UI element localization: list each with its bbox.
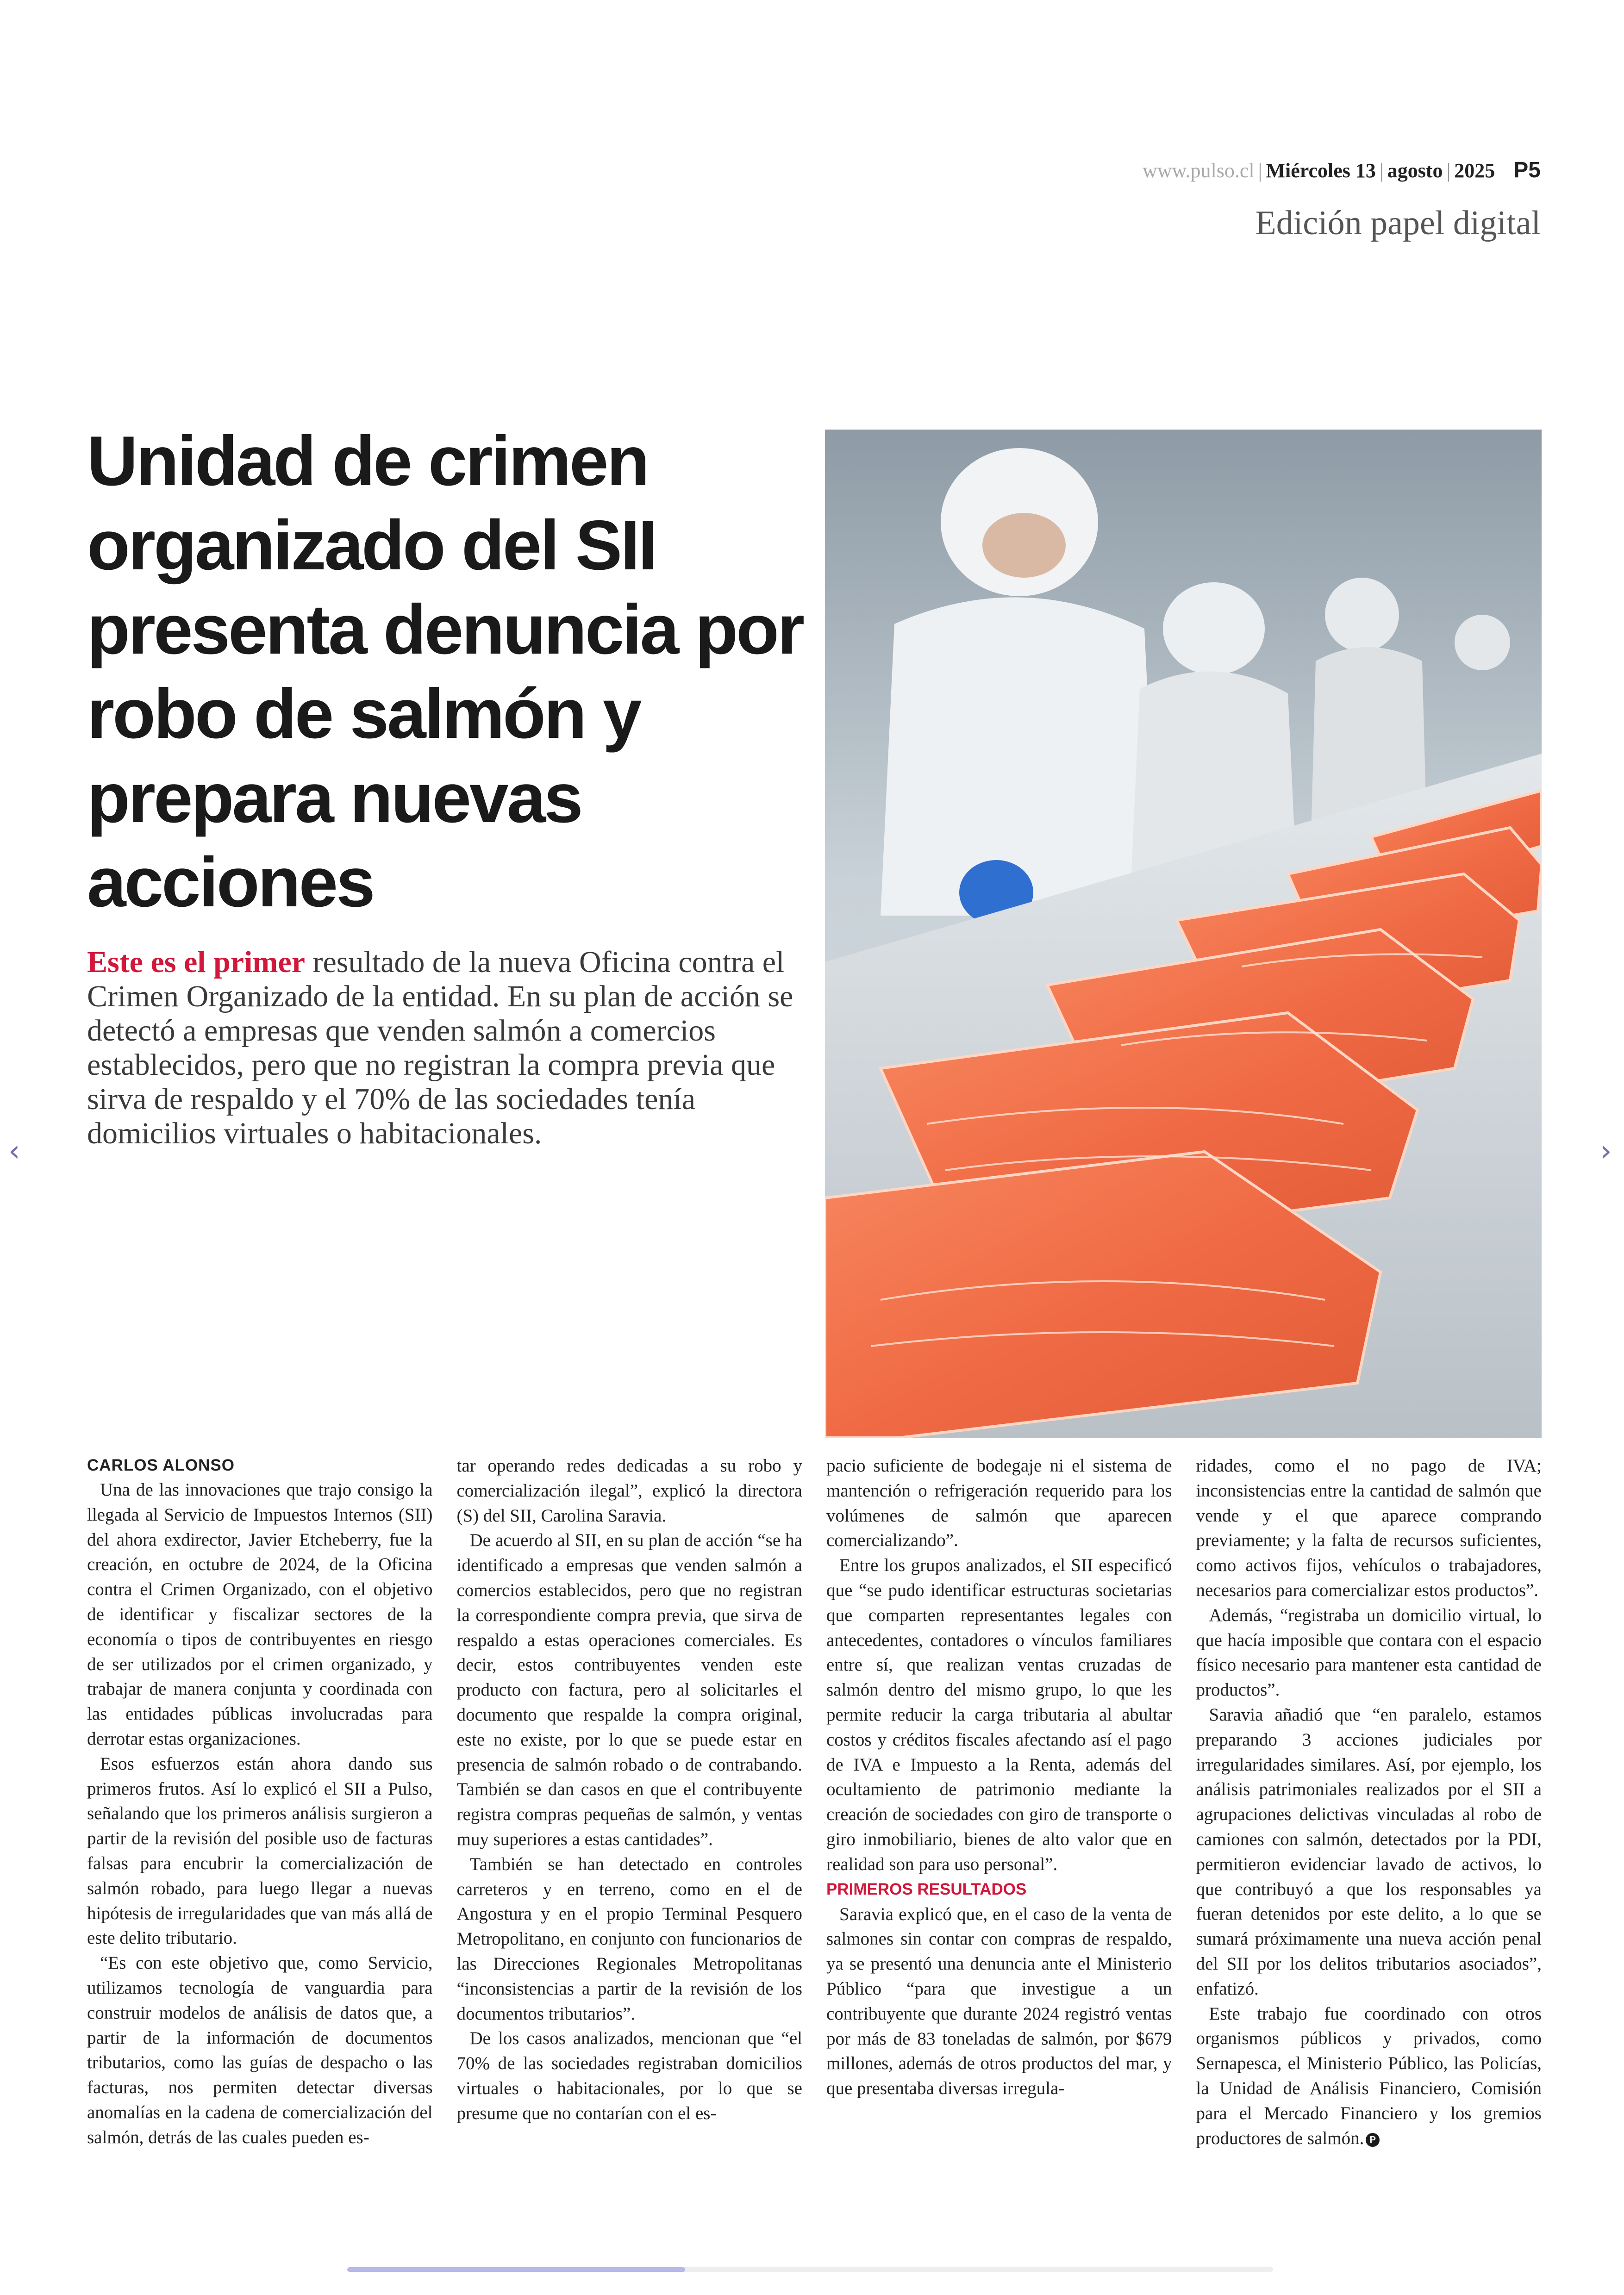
article-column-1 xyxy=(87,1453,433,2147)
paragraph: Además, “registraba un domicilio virtual, lo que hacía imposible que contara con el espacio físico necesario para mantener esta cantidad de productos”. xyxy=(1196,1605,1542,1700)
paragraph-text: Este trabajo fue coordinado con otros organismos públicos y privados, como Sernapesca, el Ministerio Público, las Policías, la Unidad de Análisis Financiero, Comisión para el Mercado Financiero y los gremios productores de salmón. xyxy=(1196,2003,1542,2148)
paragraph: tar operando redes dedicadas a su robo y comercialización ilegal”, explicó la directora (S) del SII, Carolina Saravia. xyxy=(456,1456,802,1526)
page-number: P5 xyxy=(1513,158,1541,182)
paragraph: Entre los grupos analizados, el SII especificó que “se pudo identificar estructuras societarias que comparten representantes legales con antecedentes, contadores o vínculos familiares entre sí, que realizan ventas cruzadas de salmón dentro del mismo grupo, lo que les permite reducir la carga tributaria al abultar costos y créditos fiscales afectando así el pago de IVA e Impuesto a la Renta, además del ocultamiento de patrimonio mediante la creación de sociedades con giro de transporte o giro inmobiliario, bienes de alto valor que en realidad son para uso personal”. xyxy=(826,1555,1172,1874)
issue-day: Miércoles 13 xyxy=(1266,159,1376,182)
article-column-4 xyxy=(1196,1453,1542,2148)
horizontal-scrollbar[interactable] xyxy=(347,2267,1273,2272)
paragraph: De los casos analizados, mencionan que “el 70% de las sociedades registraban domicilios virtuales o habitacionales, por lo que se presume que no contarían con el es- xyxy=(456,2028,802,2123)
paragraph: ridades, como el no pago de IVA; inconsistencias entre la cantidad de salmón que vende y el que aparece comprando previamente; y la falta de recursos suficientes, como activos fijos, vehículos o trabajadores, necesarios para comercializar estos productos”. xyxy=(1196,1456,1542,1600)
issue-year: 2025 xyxy=(1454,159,1495,182)
paragraph: Una de las innovaciones que trajo consigo la llegada al Servicio de Impuestos Internos (SII) del ahora exdirector, Javier Etcheberry, fue la creación, en octubre de 2024, de la Oficina contra el Crimen Organizado, con el objetivo de identificar y fiscalizar sectores de la economía o tipos de contribuyentes en riesgo de ser utilizados por el crimen organizado, y trabajar de manera conjunta y coordinada con las entidades públicas involucradas para derrotar estas organizaciones. xyxy=(87,1480,433,1749)
paragraph: También se han detectado en controles carreteros y en terreno, como en el de Angostura y en el propio Terminal Pesquero Metropolitano, en conjunto con funcionarios de las Direcciones Regionales Metropolitanas “inconsistencias a partir de la revisión de los documentos tributarios”. xyxy=(456,1854,802,2024)
paragraph: Saravia añadió que “en paralelo, estamos preparando 3 acciones judiciales por irregularidades similares. Así, por ejemplo, los análisis patrimoniales realizados por el SII a agrupaciones delictivas vinculadas al robo de camiones con salmón, detectados por la PDI, permitieron evidenciar lavado de activos, lo que contribuyó a que los responsables ya fueran detenidos por este delito, a lo que se sumará próximamente una nueva acción penal del SII por los delitos tributarios asociados”, enfatizó. xyxy=(1196,1704,1542,1999)
end-of-article-icon: P xyxy=(1366,2133,1380,2147)
paragraph: Esos esfuerzos están ahora dando sus primeros frutos. Así lo explicó el SII a Pulso, señalando que los primeros análisis surgieron a partir de la revisión del posible uso de facturas falsas para encubrir la comercialización de salmón robado, para luego llegar a nuevas hipótesis de irregularidades que van más allá de este delito tributario. xyxy=(87,1753,433,1948)
article-column-3 xyxy=(826,1453,1172,2139)
issue-month: agosto xyxy=(1387,159,1443,182)
paragraph: pacio suficiente de bodegaje ni el sistema de mantención o refrigeración requerido para los volúmenes de salmón que aparecen comercializando”. xyxy=(826,1456,1172,1551)
salmon-processing-photo xyxy=(825,430,1542,1438)
article-headline: Unidad de crimen organizado del SII presenta denuncia por robo de salmón y prepara nuevas acciones xyxy=(87,422,803,922)
lead-text: resultado de la nueva Oficina contra el Crimen Organizado de la entidad. En su plan de acción se detectó a empresas que venden salmón a comercios establecidos, pero que no registran la compra previa que sirva de respaldo y el 70% de las sociedades tenía domicilios virtuales o habitacionales. xyxy=(87,945,793,1150)
site-url: www.pulso.cl xyxy=(1143,159,1255,182)
article-body xyxy=(87,1453,1542,2148)
section-subhead: PRIMEROS RESULTADOS xyxy=(826,1880,1027,1898)
scrollbar-thumb[interactable] xyxy=(347,2267,685,2272)
article-column-2 xyxy=(457,1453,803,2139)
lead-kicker: Este es el primer xyxy=(87,945,305,979)
paragraph: Saravia explicó que, en el caso de la venta de salmones sin contar con compras de respaldo, ya se presentó una denuncia ante el Ministerio Público “para que investigue a un contribuyente que durante 2024 registró ventas por más de 83 toneladas de salmón, por $679 millones, además de otros productos del mar, y que presentaba diversas irregula- xyxy=(826,1904,1172,2099)
paragraph xyxy=(1196,2002,1542,2151)
masthead: www.pulso.cl | Miércoles 13 | agosto | 2025 P5 xyxy=(1143,158,1541,182)
edition-label: Edición papel digital xyxy=(1255,204,1541,242)
paragraph: De acuerdo al SII, en su plan de acción “se ha identificado a empresas que venden salmón a comercios establecidos, pero que no registran la correspondiente compra previa, que sirva de respaldo a estas operaciones comerciales. Es decir, estos contribuyentes venden este producto con factura, pero al solicitarles el documento que respalde la compra original, este no existe, por lo que se puede estar en presencia de salmón robado o de contrabando. También se dan casos en que el contribuyente registra compras pequeñas de salmón, y ventas muy superiores a estas cantidades”. xyxy=(456,1530,802,1849)
previous-page-arrow-icon[interactable]: ‹ xyxy=(8,1134,20,1168)
next-page-arrow-icon[interactable]: › xyxy=(1600,1134,1612,1168)
article-lead xyxy=(87,945,809,1151)
paragraph: “Es con este objetivo que, como Servicio, utilizamos tecnología de vanguardia para construir modelos de análisis de datos que, a partir de la información de documentos tributarios, como las guías de despacho o las facturas, nos permiten detectar diversas anomalías en la cadena de comercialización del salmón, detrás de las cuales pueden es- xyxy=(87,1953,433,2147)
byline: CARLOS ALONSO xyxy=(87,1456,235,1474)
